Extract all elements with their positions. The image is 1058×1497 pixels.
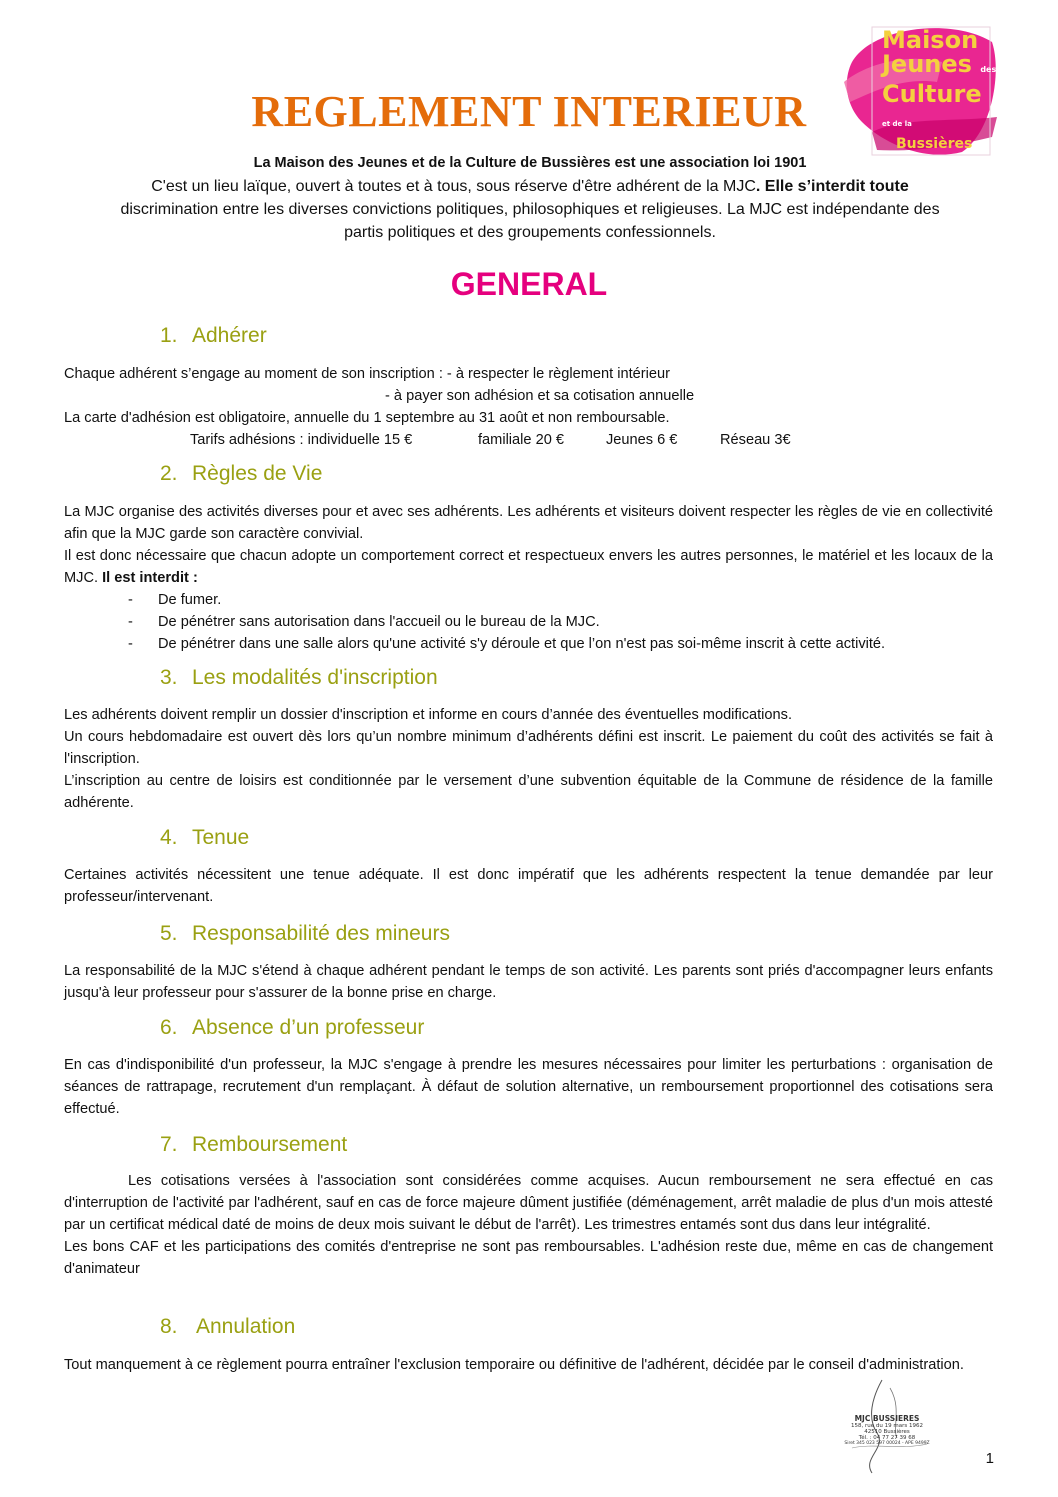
general-heading: GENERAL [450,266,608,302]
section-2-para-2 [64,545,993,589]
logo-line-culture: Culture [882,80,982,108]
section-3-para-3: L’inscription au centre de loisirs est conditionnée par le versement d’une subvention équitable de la Commune de résidence de la famille adhérente. [64,773,993,811]
logo-line-maison: Maison [882,26,979,54]
section-1-line-1: Chaque adhérent s’engage au moment de son inscription : - à respecter le règlement intérieur [64,366,670,382]
logo-line-jeunes: Jeunes [882,50,972,78]
section-8-heading [160,1315,295,1339]
bullet-2-text: De pénétrer sans autorisation dans l'accueil ou le bureau de la MJC. [158,614,600,630]
stamp-address: 158, rue du 19 mars 1962 [851,1423,923,1429]
intro-line-2b: . Elle s’interdit toute [755,178,909,195]
section-5-title: Responsabilité des mineurs [192,922,450,945]
section-7-title: Remboursement [192,1133,348,1156]
section-7-body [64,1170,993,1280]
section-7-number: 7. [160,1133,178,1156]
section-2-bullet-list [64,589,993,655]
tarif-familiale: familiale 20 € [478,432,564,448]
section-2-title: Règles de Vie [192,462,323,485]
section-8-body [64,1354,993,1376]
section-8-para-1: Tout manquement à ce règlement pourra entraîner l'exclusion temporaire ou définitive de l'adhérent, décidée par le conseil d'administration. [64,1357,964,1373]
tarif-individuelle: Tarifs adhésions : individuelle 15 € [190,432,413,448]
section-4-title: Tenue [192,826,250,849]
section-6-title: Absence d’un professeur [192,1016,425,1039]
intro-line-1: La Maison des Jeunes et de la Culture de Bussières est une association loi 1901 [253,155,807,171]
section-1-line-3: La carte d'adhésion est obligatoire, annuelle du 1 septembre au 31 août et non remboursable. [64,410,670,426]
section-4-number: 4. [160,826,178,849]
section-6-para-1: En cas d'indisponibilité d'un professeur, la MJC s'engage à prendre les mesures nécessaires pour limiter les perturbations : organisation de séances de rattrapage, recrutement d'un remplaçant. À défaut de solution alternative, un remboursement proportionnel des cotisations sera effectué. [64,1057,993,1117]
section-3-body [64,704,993,814]
section-7-para-1: Les cotisations versées à l'association sont considérées comme acquises. Aucun remboursement ne sera effectué en cas d'interruption de l'activité par l'adhérent, sauf en cas de force majeure dûment justifiée (déménagement, arrêt maladie de plus d'un mois attesté par un certificat médical daté de moins de deux mois suivant le début de l'arrêt). Les trimestres entamés sont dus dans leur intégralité. [64,1173,993,1233]
section-1-tarifs [64,429,993,451]
section-2-interdit: Il est interdit : [102,570,198,586]
section-2-para-2-text: Il est donc nécessaire que chacun adopte un comportement correct et respectueux envers les autres personnes, le matériel et les locaux de la MJC. [64,548,993,586]
section-5-para-1: La responsabilité de la MJC s'étend à chaque adhérent pendant le temps de son activité. Les parents sont priés d'accompagner leurs enfants jusqu'à leur professeur pour s'assurer de la bonne prise en charge. [64,963,993,1001]
logo-small-des: des [980,65,997,74]
section-6-body [64,1054,993,1120]
section-2-number: 2. [160,462,178,485]
list-item: - De fumer. [128,592,222,608]
section-6-number: 6. [160,1016,178,1039]
logo-line-bussieres: Bussières [896,136,973,152]
section-5-body [64,960,993,1004]
stamp-city: 42510 Bussières [864,1429,910,1435]
bullet-1-text: De fumer. [158,592,222,608]
section-5-number: 5. [160,922,178,945]
section-8-title: Annulation [196,1315,296,1338]
list-item: - De pénétrer dans une salle alors qu'une activité s'y déroule et que l’on n'est pas soi-même inscrit à cette activité. [128,636,886,652]
intro-line-3: discrimination entre les diverses convictions politiques, philosophiques et religieuses. La MJC est indépendante des [120,201,940,218]
document-title: REGLEMENT INTERIEUR [251,87,807,136]
section-1-line-2: - à payer son adhésion et sa cotisation annuelle [385,388,695,404]
section-1-heading [160,324,267,348]
section-6-heading [160,1016,424,1040]
section-3-number: 3. [160,666,178,689]
section-1-body [64,363,993,451]
section-3-para-1: Les adhérents doivent remplir un dossier d'inscription et informe en cours d’année des éventuelles modifications. [64,707,793,723]
section-1-title: Adhérer [192,324,267,347]
intro-line-2a: C'est un lieu laïque, ouvert à toutes et à tous, sous réserve d'être adhérent de la MJC [151,178,756,195]
section-7-para-2: Les bons CAF et les participations des comités d'entreprise ne sont pas remboursables. L'adhésion reste due, même en cas de changement d'animateur [64,1239,993,1277]
intro-line-2 [60,175,1000,198]
stamp-name: MJC BUSSIERES [854,1414,920,1423]
stamp-phone: Tél. : 04 77 27 39 68 [858,1435,916,1441]
intro-block [60,152,1000,244]
section-3-title: Les modalités d'inscription [192,666,438,689]
stamp-siret: Siret 345 023 597 00024 - APE 9499Z [844,1441,930,1446]
section-3-para-2: Un cours hebdomadaire est ouvert dès lors qu’un nombre minimum d’adhérents défini est inscrit. Le paiement du coût des activités se fait à l'inscription. [64,729,993,767]
intro-line-4: partis politiques et des groupements confessionnels. [344,224,716,241]
section-2-para-1: La MJC organise des activités diverses pour et avec ses adhérents. Les adhérents et visiteurs doivent respecter les règles de vie en collectivité afin que la MJC garde son caractère convivial. [64,504,993,542]
section-4-heading [160,826,249,850]
list-item: - De pénétrer sans autorisation dans l'accueil ou le bureau de la MJC. [128,614,600,630]
mjc-stamp [832,1378,942,1478]
logo-small-etdela: et de la [882,120,912,128]
section-2-body [64,501,993,655]
tarif-jeunes: Jeunes 6 € [606,432,678,448]
section-8-number: 8. [160,1315,178,1338]
section-5-heading [160,922,450,946]
section-2-heading [160,462,322,486]
section-7-heading [160,1133,347,1157]
section-4-body [64,864,993,908]
section-4-para-1: Certaines activités nécessitent une tenue adéquate. Il est donc impératif que les adhérents respectent la tenue demandée par leur professeur/intervenant. [64,867,993,905]
section-1-number: 1. [160,324,178,347]
bullet-3-text: De pénétrer dans une salle alors qu'une activité s'y déroule et que l’on n'est pas soi-même inscrit à cette activité. [158,636,886,652]
section-3-heading [160,666,438,690]
tarif-reseau: Réseau 3€ [720,432,791,448]
page-number: 1 [985,1450,994,1467]
